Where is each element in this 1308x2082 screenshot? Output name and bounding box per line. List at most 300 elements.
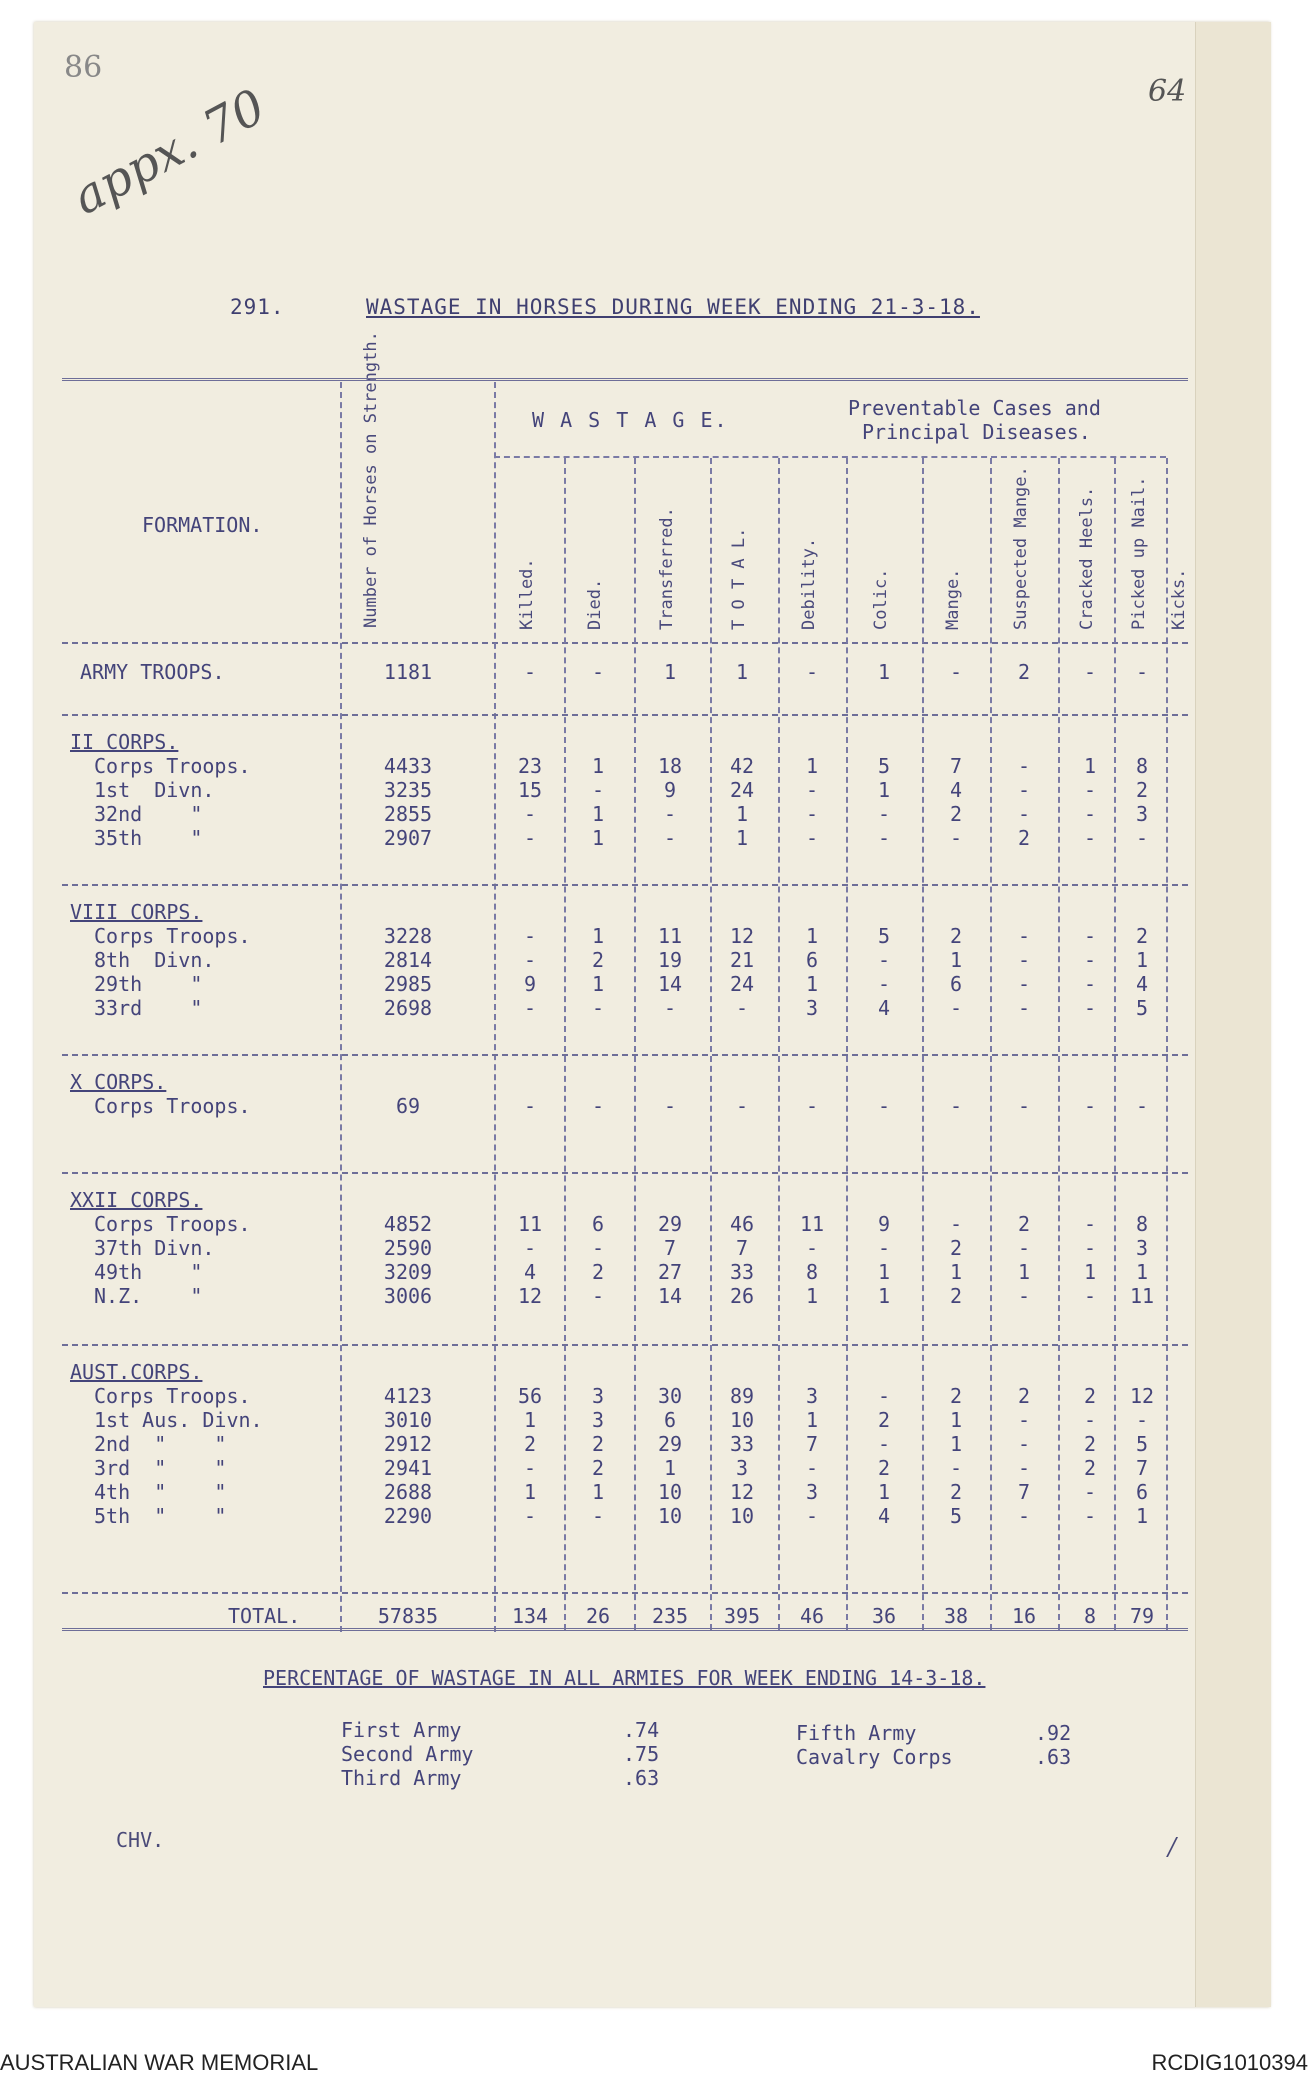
- folio-number: 64: [1148, 74, 1187, 109]
- table-cell: 26: [729, 1284, 755, 1308]
- row-label: 33rd ": [94, 996, 203, 1020]
- total-top-rule: [62, 1592, 1188, 1594]
- table-cell: 27: [657, 1260, 683, 1284]
- strength-cell: 2907: [383, 826, 433, 850]
- column-separator: [990, 458, 992, 1630]
- table-cell: 1: [949, 1408, 963, 1432]
- column-header: Died.: [585, 578, 605, 630]
- table-cell: -: [877, 1384, 891, 1408]
- table-cell: 4: [877, 996, 891, 1020]
- preventable-header-line1: Preventable Cases and: [848, 396, 1101, 420]
- table-cell: -: [523, 1094, 537, 1118]
- table-cell: 2: [591, 1456, 605, 1480]
- table-cell: -: [1017, 924, 1031, 948]
- table-cell: -: [1017, 802, 1031, 826]
- formation-header: FORMATION.: [142, 513, 263, 537]
- table-cell: -: [805, 778, 819, 802]
- table-cell: 3: [1135, 1236, 1149, 1260]
- table-cell: -: [877, 1432, 891, 1456]
- column-separator: [634, 458, 636, 1630]
- folded-edge-strip: [1195, 22, 1271, 2007]
- table-cell: -: [805, 1236, 819, 1260]
- table-cell: 2: [523, 1432, 537, 1456]
- table-cell: -: [1135, 826, 1149, 850]
- table-cell: 7: [1135, 1456, 1149, 1480]
- column-header: Picked up Nail.: [1129, 476, 1149, 630]
- total-cell: 16: [1011, 1604, 1037, 1628]
- table-cell: 19: [657, 948, 683, 972]
- column-header: Transferred.: [657, 507, 677, 630]
- table-cell: 1: [591, 972, 605, 996]
- table-cell: 14: [657, 1284, 683, 1308]
- table-cell: -: [1083, 996, 1097, 1020]
- column-separator: [710, 458, 712, 1630]
- table-cell: 14: [657, 972, 683, 996]
- fifth-army-label: Fifth Army: [796, 1721, 917, 1745]
- table-cell: -: [805, 802, 819, 826]
- table-cell: 24: [729, 972, 755, 996]
- table-cell: 11: [657, 924, 683, 948]
- table-cell: 11: [799, 1212, 825, 1236]
- row-label: 1st Aus. Divn.: [94, 1408, 263, 1432]
- table-cell: -: [1135, 660, 1149, 684]
- total-cell: 26: [585, 1604, 611, 1628]
- table-cell: -: [805, 826, 819, 850]
- table-top-border: [62, 378, 1188, 381]
- table-cell: -: [1083, 1284, 1097, 1308]
- table-cell: 2: [949, 1284, 963, 1308]
- table-cell: 24: [729, 778, 755, 802]
- group-title: XXII CORPS.: [70, 1188, 203, 1212]
- total-cell: 79: [1129, 1604, 1155, 1628]
- table-cell: -: [1017, 1284, 1031, 1308]
- table-cell: -: [1083, 1236, 1097, 1260]
- strength-cell: 2985: [383, 972, 433, 996]
- cavalry-corps-label: Cavalry Corps: [796, 1745, 953, 1769]
- table-cell: -: [1083, 924, 1097, 948]
- table-cell: -: [805, 1456, 819, 1480]
- header-bottom-rule: [62, 642, 1188, 644]
- table-cell: 2: [1017, 1212, 1031, 1236]
- strength-cell: 3209: [383, 1260, 433, 1284]
- group-title: II CORPS.: [70, 730, 179, 754]
- table-cell: 1: [591, 1480, 605, 1504]
- table-cell: -: [1083, 778, 1097, 802]
- table-cell: -: [949, 1456, 963, 1480]
- group-title: AUST.CORPS.: [70, 1360, 203, 1384]
- table-cell: 1: [949, 1260, 963, 1284]
- strength-cell: 2590: [383, 1236, 433, 1260]
- total-cell: 235: [651, 1604, 689, 1628]
- table-cell: -: [591, 1504, 605, 1528]
- table-cell: 3: [591, 1408, 605, 1432]
- table-cell: 2: [1083, 1384, 1097, 1408]
- table-cell: -: [1017, 754, 1031, 778]
- table-cell: 7: [1017, 1480, 1031, 1504]
- table-cell: 2: [949, 1480, 963, 1504]
- table-cell: -: [877, 1236, 891, 1260]
- footer-source: AUSTRALIAN WAR MEMORIAL: [0, 2050, 319, 2075]
- table-cell: -: [1083, 1408, 1097, 1432]
- strength-cell: 2698: [383, 996, 433, 1020]
- column-header: Debility.: [799, 537, 819, 630]
- table-cell: -: [523, 802, 537, 826]
- table-cell: 12: [729, 924, 755, 948]
- table-cell: -: [735, 1094, 749, 1118]
- table-cell: 1: [877, 1480, 891, 1504]
- table-cell: 6: [805, 948, 819, 972]
- first-army-label: First Army: [341, 1718, 462, 1742]
- table-cell: 8: [1135, 1212, 1149, 1236]
- table-cell: -: [591, 660, 605, 684]
- total-cell: 395: [723, 1604, 761, 1628]
- column-header: Mange.: [943, 568, 963, 630]
- column-header: Suspected Mange.: [1011, 466, 1031, 630]
- strength-cell: 4123: [383, 1384, 433, 1408]
- table-cell: -: [805, 1094, 819, 1118]
- table-cell: 5: [877, 924, 891, 948]
- table-cell: 56: [517, 1384, 543, 1408]
- row-label: 4th " ": [94, 1480, 227, 1504]
- table-cell: 4: [949, 778, 963, 802]
- table-cell: 1: [591, 802, 605, 826]
- table-cell: -: [1017, 778, 1031, 802]
- row-label: 32nd ": [94, 802, 203, 826]
- strength-cell: 3006: [383, 1284, 433, 1308]
- heading-number: 291.: [230, 295, 285, 319]
- group-separator: [62, 1172, 1188, 1174]
- table-cell: 10: [657, 1504, 683, 1528]
- total-cell: 134: [511, 1604, 549, 1628]
- table-cell: 3: [805, 1384, 819, 1408]
- table-cell: -: [1083, 660, 1097, 684]
- table-cell: 3: [805, 996, 819, 1020]
- table-cell: -: [523, 1504, 537, 1528]
- table-cell: 29: [657, 1432, 683, 1456]
- table-cell: -: [1017, 1094, 1031, 1118]
- strength-cell: 3228: [383, 924, 433, 948]
- table-cell: 7: [949, 754, 963, 778]
- table-cell: 6: [949, 972, 963, 996]
- table-cell: 6: [1135, 1480, 1149, 1504]
- table-cell: 11: [517, 1212, 543, 1236]
- table-cell: 1: [523, 1480, 537, 1504]
- column-separator: [1166, 458, 1168, 1630]
- strength-cell: 2688: [383, 1480, 433, 1504]
- table-cell: -: [1017, 1456, 1031, 1480]
- table-cell: 15: [517, 778, 543, 802]
- column-header: Colic.: [871, 568, 891, 630]
- table-cell: 2: [591, 948, 605, 972]
- table-cell: 4: [877, 1504, 891, 1528]
- row-label: 49th ": [94, 1260, 203, 1284]
- table-cell: 12: [729, 1480, 755, 1504]
- table-cell: -: [663, 826, 677, 850]
- table-cell: -: [1083, 1094, 1097, 1118]
- group-title: X CORPS.: [70, 1070, 167, 1094]
- table-cell: 3: [805, 1480, 819, 1504]
- row-label: 37th Divn.: [94, 1236, 215, 1260]
- strength-header: Number of Horses on Strength.: [361, 331, 381, 628]
- table-cell: -: [805, 1504, 819, 1528]
- table-cell: -: [949, 660, 963, 684]
- row-label: N.Z. ": [94, 1284, 203, 1308]
- table-cell: 2: [591, 1432, 605, 1456]
- strength-cell: 3235: [383, 778, 433, 802]
- column-separator: [922, 458, 924, 1630]
- table-cell: 1: [735, 802, 749, 826]
- margin-slash: /: [1168, 1833, 1177, 1861]
- row-label: 1st Divn.: [94, 778, 215, 802]
- table-cell: 7: [805, 1432, 819, 1456]
- table-cell: -: [663, 996, 677, 1020]
- table-cell: 1: [877, 778, 891, 802]
- table-cell: 7: [663, 1236, 677, 1260]
- percentage-title: PERCENTAGE OF WASTAGE IN ALL ARMIES FOR WEEK ENDING 14-3-18.: [263, 1666, 986, 1690]
- first-army-value: .74: [623, 1718, 660, 1742]
- table-cell: 30: [657, 1384, 683, 1408]
- table-cell: -: [1083, 826, 1097, 850]
- table-cell: 2: [877, 1408, 891, 1432]
- table-cell: 1: [949, 1432, 963, 1456]
- row-label: 29th ": [94, 972, 203, 996]
- table-cell: -: [1017, 948, 1031, 972]
- table-cell: -: [877, 802, 891, 826]
- row-label: Corps Troops.: [94, 754, 251, 778]
- table-cell: 1: [805, 972, 819, 996]
- table-cell: 9: [663, 778, 677, 802]
- total-cell: 38: [943, 1604, 969, 1628]
- strength-cell: 2290: [383, 1504, 433, 1528]
- fifth-army-value: .92: [1035, 1721, 1072, 1745]
- total-cell: 36: [871, 1604, 897, 1628]
- strength-cell: 2912: [383, 1432, 433, 1456]
- table-cell: -: [1135, 1094, 1149, 1118]
- table-cell: -: [1017, 1432, 1031, 1456]
- table-cell: -: [949, 1212, 963, 1236]
- table-cell: -: [523, 1456, 537, 1480]
- group-separator: [62, 1344, 1188, 1346]
- table-cell: -: [523, 660, 537, 684]
- strength-cell: 2814: [383, 948, 433, 972]
- column-header: Kicks.: [1169, 568, 1189, 630]
- row-label: Corps Troops.: [94, 1384, 251, 1408]
- table-cell: -: [663, 802, 677, 826]
- table-cell: -: [877, 948, 891, 972]
- table-cell: -: [523, 948, 537, 972]
- row-label: 8th Divn.: [94, 948, 215, 972]
- cavalry-corps-value: .63: [1035, 1745, 1072, 1769]
- table-cell: 2: [1083, 1432, 1097, 1456]
- row-label: 2nd " ": [94, 1432, 227, 1456]
- table-cell: -: [1017, 1408, 1031, 1432]
- table-cell: 3: [1135, 802, 1149, 826]
- table-cell: 1: [591, 924, 605, 948]
- table-cell: 2: [591, 1260, 605, 1284]
- row-label: 35th ": [94, 826, 203, 850]
- appendix-annotation: appx. 70: [63, 78, 275, 226]
- table-cell: 9: [877, 1212, 891, 1236]
- column-separator: [846, 458, 848, 1630]
- column-separator: [1058, 458, 1060, 1630]
- table-cell: -: [591, 1284, 605, 1308]
- table-cell: -: [523, 924, 537, 948]
- wastage-table: [62, 331, 1189, 1628]
- table-cell: 4: [523, 1260, 537, 1284]
- table-cell: 1: [1135, 948, 1149, 972]
- table-cell: 2: [1017, 1384, 1031, 1408]
- row-label: Corps Troops.: [94, 1094, 251, 1118]
- row-label: Corps Troops.: [94, 1212, 251, 1236]
- table-cell: 1: [805, 1408, 819, 1432]
- table-cell: 7: [735, 1236, 749, 1260]
- table-cell: 33: [729, 1432, 755, 1456]
- table-cell: 1: [663, 1456, 677, 1480]
- table-cell: -: [877, 1094, 891, 1118]
- table-cell: 2: [1135, 778, 1149, 802]
- table-cell: 12: [1129, 1384, 1155, 1408]
- table-cell: -: [949, 826, 963, 850]
- table-cell: -: [735, 996, 749, 1020]
- table-cell: 1: [805, 754, 819, 778]
- table-cell: 8: [1135, 754, 1149, 778]
- table-cell: 1: [877, 1284, 891, 1308]
- table-cell: 1: [805, 924, 819, 948]
- table-cell: 1: [523, 1408, 537, 1432]
- table-bottom-border: [62, 1628, 1188, 1631]
- total-label: TOTAL.: [228, 1604, 301, 1628]
- wastage-group-header: W A S T A G E.: [532, 408, 729, 432]
- table-cell: 10: [729, 1408, 755, 1432]
- table-cell: 89: [729, 1384, 755, 1408]
- table-cell: -: [949, 996, 963, 1020]
- table-cell: 33: [729, 1260, 755, 1284]
- second-army-value: .75: [623, 1742, 660, 1766]
- table-cell: -: [1017, 972, 1031, 996]
- third-army-label: Third Army: [341, 1766, 462, 1790]
- table-cell: 1: [663, 660, 677, 684]
- table-cell: -: [877, 972, 891, 996]
- row-label: 3rd " ": [94, 1456, 227, 1480]
- column-header: T O T A L.: [729, 527, 749, 630]
- table-cell: -: [1083, 1212, 1097, 1236]
- table-cell: 6: [591, 1212, 605, 1236]
- initials: CHV.: [116, 1828, 165, 1852]
- column-separator: [778, 458, 780, 1630]
- row-label: Corps Troops.: [94, 924, 251, 948]
- footer-id: RCDIG1010394: [1151, 2050, 1308, 2075]
- table-cell: -: [591, 778, 605, 802]
- table-cell: 2: [949, 924, 963, 948]
- table-cell: 5: [1135, 1432, 1149, 1456]
- table-cell: 8: [805, 1260, 819, 1284]
- strength-cell: 4852: [383, 1212, 433, 1236]
- table-cell: 29: [657, 1212, 683, 1236]
- table-cell: 1: [735, 826, 749, 850]
- table-cell: -: [591, 1094, 605, 1118]
- table-cell: 1: [877, 660, 891, 684]
- group-separator: [62, 1054, 1188, 1056]
- total-cell: 8: [1083, 1604, 1097, 1628]
- table-cell: -: [877, 826, 891, 850]
- table-cell: 1: [591, 826, 605, 850]
- strength-cell: 69: [395, 1094, 421, 1118]
- group-title: ARMY TROOPS.: [80, 660, 225, 684]
- table-cell: 1: [805, 1284, 819, 1308]
- table-cell: 46: [729, 1212, 755, 1236]
- strength-cell: 2941: [383, 1456, 433, 1480]
- table-cell: 2: [1017, 660, 1031, 684]
- table-cell: -: [1083, 972, 1097, 996]
- table-cell: 1: [1083, 754, 1097, 778]
- group-separator: [62, 714, 1188, 716]
- table-cell: 1: [735, 660, 749, 684]
- table-cell: 3: [735, 1456, 749, 1480]
- column-header: Cracked Heels.: [1077, 486, 1097, 630]
- column-separator: [340, 382, 342, 1632]
- table-cell: 1: [1083, 1260, 1097, 1284]
- total-strength: 57835: [377, 1604, 439, 1628]
- table-cell: -: [591, 996, 605, 1020]
- table-cell: 2: [1135, 924, 1149, 948]
- table-cell: 1: [1135, 1260, 1149, 1284]
- table-cell: -: [949, 1094, 963, 1118]
- table-cell: 10: [657, 1480, 683, 1504]
- second-army-label: Second Army: [341, 1742, 474, 1766]
- table-cell: -: [1135, 1408, 1149, 1432]
- table-cell: -: [523, 996, 537, 1020]
- table-cell: -: [663, 1094, 677, 1118]
- table-cell: 1: [877, 1260, 891, 1284]
- table-cell: 1: [949, 948, 963, 972]
- table-cell: 2: [1083, 1456, 1097, 1480]
- table-cell: -: [523, 826, 537, 850]
- strength-cell: 4433: [383, 754, 433, 778]
- table-cell: -: [1017, 1236, 1031, 1260]
- table-cell: 18: [657, 754, 683, 778]
- column-header: Killed.: [517, 558, 537, 630]
- table-cell: 2: [949, 802, 963, 826]
- table-cell: 1: [1135, 1504, 1149, 1528]
- total-cell: 46: [799, 1604, 825, 1628]
- table-cell: -: [1017, 996, 1031, 1020]
- column-separator: [1114, 458, 1116, 1630]
- table-cell: 11: [1129, 1284, 1155, 1308]
- column-separator: [494, 382, 496, 1632]
- strength-cell: 2855: [383, 802, 433, 826]
- table-cell: 5: [1135, 996, 1149, 1020]
- table-cell: 10: [729, 1504, 755, 1528]
- third-army-value: .63: [623, 1766, 660, 1790]
- table-cell: 1: [591, 754, 605, 778]
- table-cell: -: [805, 660, 819, 684]
- strength-cell: 1181: [383, 660, 433, 684]
- table-cell: -: [591, 1236, 605, 1260]
- table-cell: 2: [949, 1384, 963, 1408]
- table-cell: 5: [949, 1504, 963, 1528]
- table-cell: 4: [1135, 972, 1149, 996]
- group-separator: [62, 884, 1188, 886]
- table-cell: 5: [877, 754, 891, 778]
- table-cell: -: [1083, 802, 1097, 826]
- table-cell: 21: [729, 948, 755, 972]
- row-label: 5th " ": [94, 1504, 227, 1528]
- table-cell: -: [523, 1236, 537, 1260]
- table-cell: 9: [523, 972, 537, 996]
- strength-cell: 3010: [383, 1408, 433, 1432]
- table-cell: -: [1083, 1504, 1097, 1528]
- table-cell: -: [1083, 1480, 1097, 1504]
